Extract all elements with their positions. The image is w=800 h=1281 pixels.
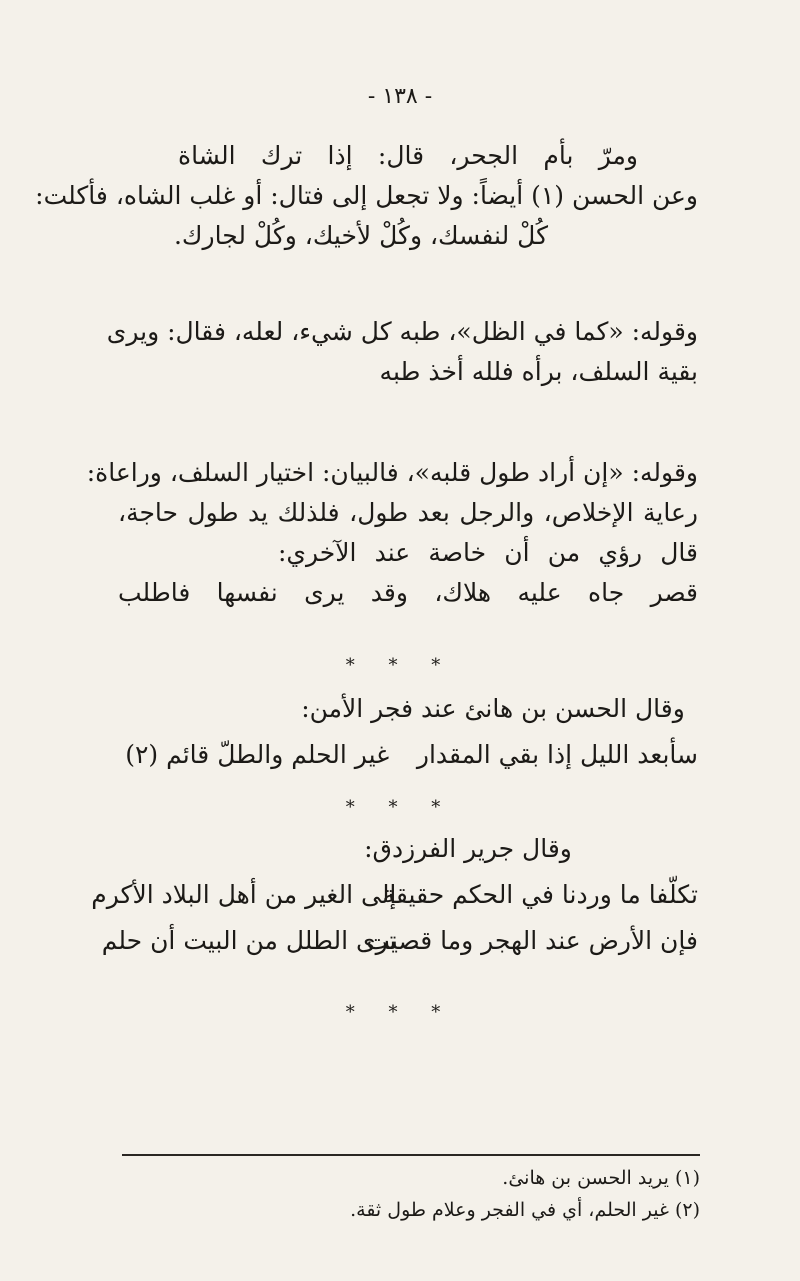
- paragraph-3-line-4: قصر جاه عليه هلاك، وقد يرى نفسها فاطلب: [118, 578, 698, 607]
- page-number: - ١٣٨ -: [367, 84, 433, 109]
- section-divider-2: * * *: [345, 797, 455, 818]
- footnote-separator: [122, 1154, 700, 1156]
- footnote-1: (١) يريد الحسن بن هانئ.: [502, 1167, 700, 1189]
- paragraph-2-line-1: وقوله: «كما في الظل»، طبه كل شيء، لعله، فقال: ويرى: [106, 317, 698, 346]
- poem-2-intro: وقال جرير الفرزدق:: [364, 834, 572, 863]
- section-divider-1: * * *: [345, 655, 455, 676]
- poem-1-verse-1-second-hemistich: غير الحلم والطلّ قائم (٢): [125, 740, 390, 769]
- poem-2-verse-1-second-hemistich: إلى الغير من أهل البلاد الأكرم: [91, 880, 397, 909]
- poem-1-verse-1: [118, 732, 698, 778]
- poem-2-verse-2: [101, 918, 698, 964]
- poem-2-verse-1: [91, 872, 698, 918]
- poem-1-verse-1-first-hemistich: سأبعد الليل إذا بقي المقدار: [416, 740, 698, 769]
- paragraph-1-line-2: وعن الحسن (١) أيضاً: ولا تجعل إلى فتال: أو غلب الشاه، فأكلت:: [35, 181, 698, 210]
- paragraph-3: [86, 453, 698, 613]
- poem-1-intro: وقال الحسن بن هانئ عند فجر الأمن:: [301, 694, 685, 723]
- paragraph-3-line-2: رعاية الإخلاص، والرجل بعد طول، فلذلك يد طول حاجة،: [118, 498, 698, 527]
- footnotes: [122, 1162, 700, 1226]
- paragraph-3-line-1: وقوله: «إن أراد طول قلبه»، فالبيان: اختيار السلف، وراعاة:: [86, 458, 698, 487]
- poem-2-verse-2-first-hemistich: فإن الأرض عند الهجر وما قصيت: [366, 926, 698, 955]
- poem-2: [91, 826, 698, 964]
- poem-2-verse-1-first-hemistich: تكلّفا ما وردنا في الحكم حقيقة: [382, 880, 698, 909]
- paragraph-1-line-1: ومرّ بأم الجحر، قال: إذا ترك الشاة: [178, 141, 638, 170]
- paragraph-1-line-3: كُلْ لنفسك، وكُلْ لأخيك، وكُلْ لجارك.: [173, 221, 548, 250]
- paragraph-3-line-3: قال رؤي من أن خاصة عند الآخري:: [278, 538, 698, 567]
- poem-1: [118, 686, 698, 778]
- section-divider-3: * * *: [345, 1002, 455, 1023]
- poem-2-verse-2-second-hemistich: ترى الطلل من البيت أن حلم: [101, 926, 397, 955]
- paragraph-2: [106, 312, 698, 392]
- paragraph-1: [35, 136, 698, 256]
- footnote-2: (٢) غير الحلم، أي في الفجر وعلام طول ثقة.: [350, 1199, 700, 1221]
- paragraph-2-line-2: بقية السلف، برأه فلله أخذ طبه: [379, 357, 698, 386]
